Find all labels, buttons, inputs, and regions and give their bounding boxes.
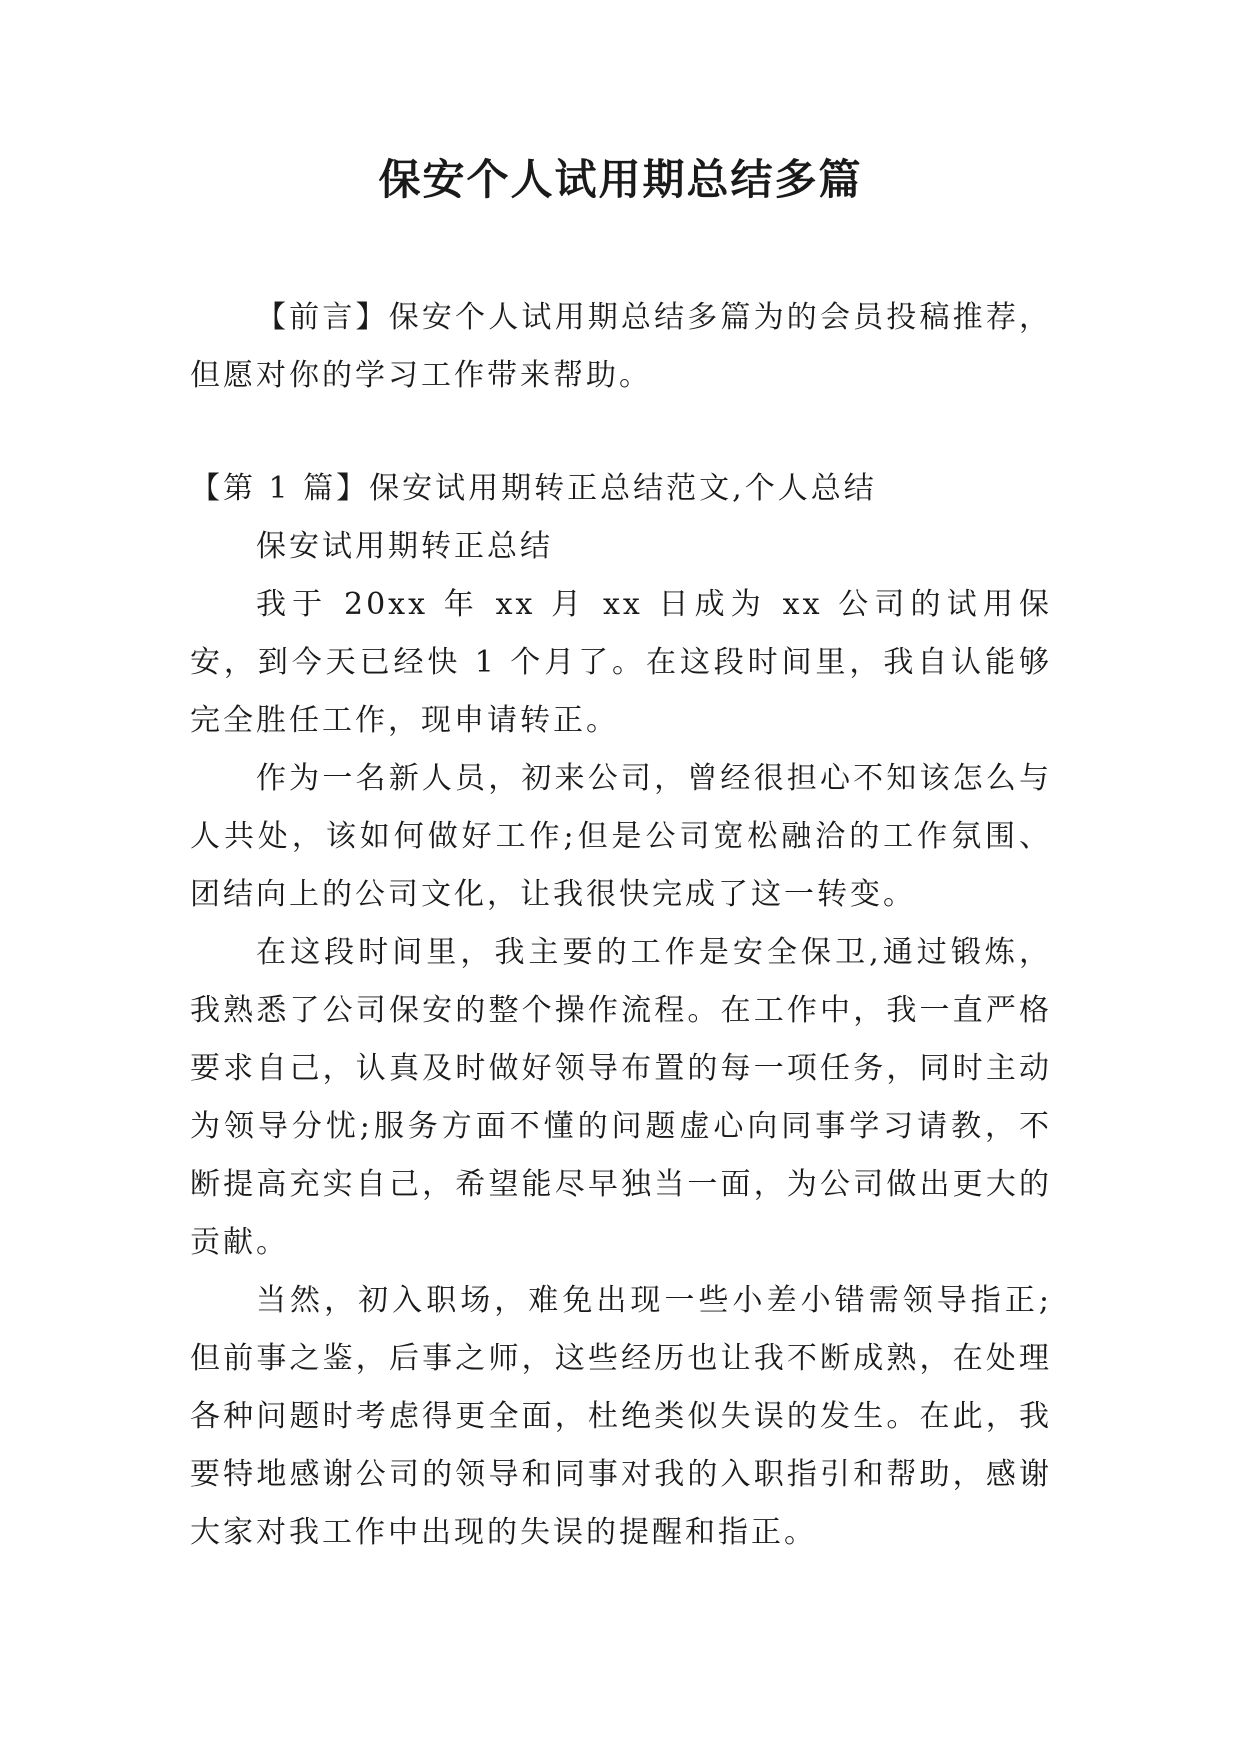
body-paragraph: 当然，初入职场，难免出现一些小差小错需领导指正;但前事之鉴，后事之师，这些经历也让我不断成熟，在处理各种问题时考虑得更全面，杜绝类似失误的发生。在此，我要特地感谢公司的领导和同事对我的入职指引和帮助，感谢大家对我工作中出现的失误的提醒和指正。 bbox=[190, 1283, 1052, 1550]
section-heading: 【第 1 篇】保安试用期转正总结范文,个人总结 bbox=[190, 471, 877, 506]
section-subtitle: 保安试用期转正总结 bbox=[256, 529, 553, 564]
section-1 bbox=[190, 460, 1052, 1562]
preface-paragraph: 【前言】保安个人试用期总结多篇为的会员投稿推荐，但愿对你的学习工作带来帮助。 bbox=[190, 300, 1052, 393]
body-paragraph: 我于 20xx 年 xx 月 xx 日成为 xx 公司的试用保安，到今天已经快 1 个月了。在这段时间里，我自认能够完全胜任工作，现申请转正。 bbox=[190, 587, 1052, 738]
body-paragraph: 作为一名新人员，初来公司，曾经很担心不知该怎么与人共处，该如何做好工作;但是公司宽松融洽的工作氛围、团结向上的公司文化，让我很快完成了这一转变。 bbox=[190, 761, 1052, 912]
body-paragraph: 在这段时间里，我主要的工作是安全保卫,通过锻炼，我熟悉了公司保安的整个操作流程。在工作中，我一直严格要求自己，认真及时做好领导布置的每一项任务，同时主动为领导分忧;服务方面不懂的问题虚心向同事学习请教，不断提高充实自己，希望能尽早独当一面，为公司做出更大的贡献。 bbox=[190, 935, 1052, 1260]
document-title: 保安个人试用期总结多篇 bbox=[378, 155, 863, 204]
preface-block bbox=[190, 289, 1052, 405]
